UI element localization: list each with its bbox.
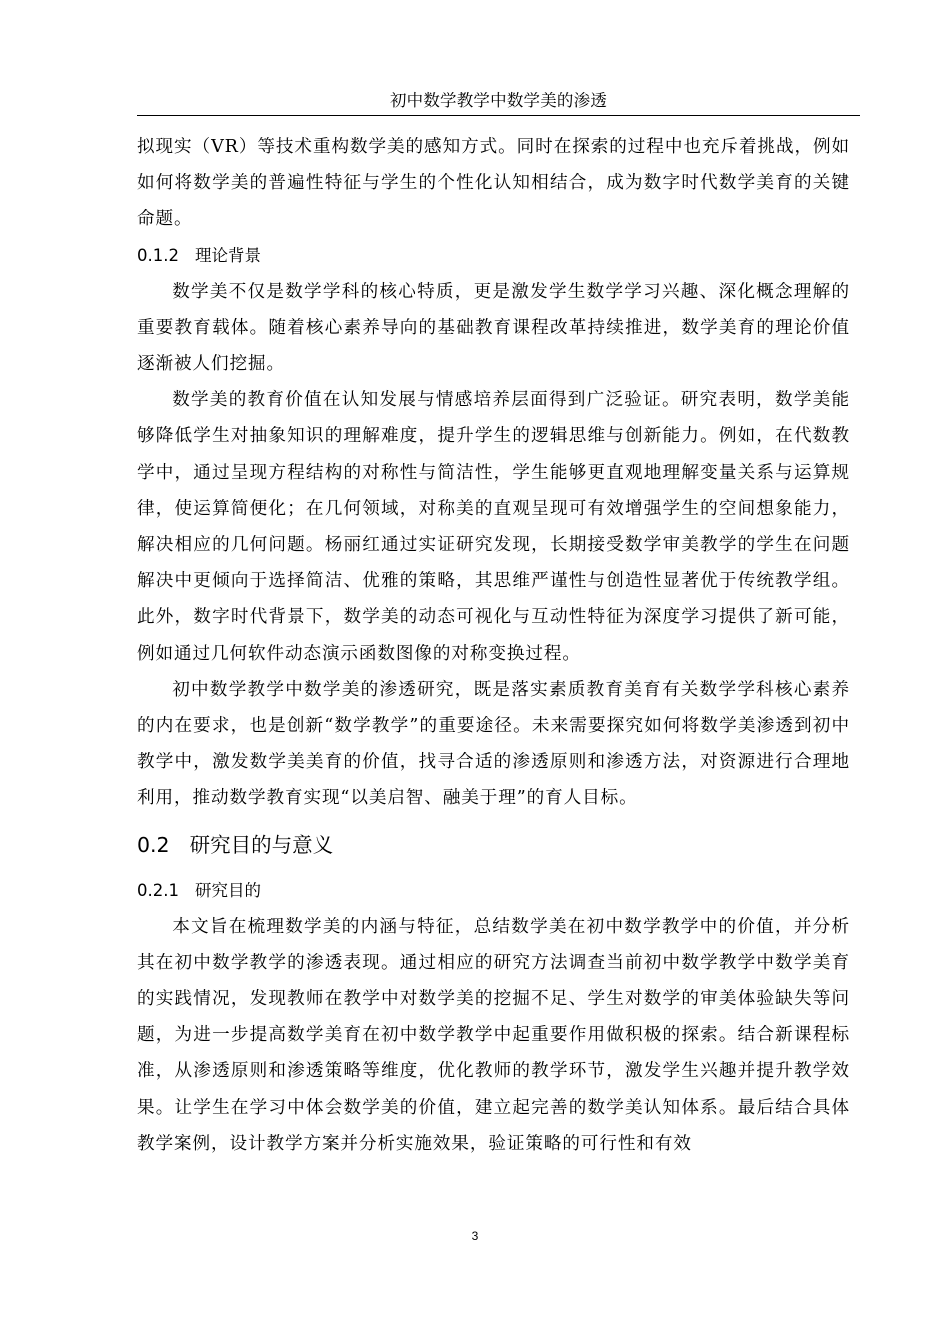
section-number: 0.2 xyxy=(137,832,170,857)
paragraph: 本文旨在梳理数学美的内涵与特征，总结数学美在初中数学教学中的价值，并分析其在初中数学教学的渗透表现。通过相应的研究方法调查当前初中数学教学中数学美育的实践情况，发现教师在教学中对数学美的挖掘不足、学生对数学的审美体验缺失等问题，为进一步提高数学美育在初中数学教学中起重要作用做积极的探索。结合新课程标准，从渗透原则和渗透策略等维度，优化教师的教学环节，激发学生兴趣并提升教学效果。让学生在学习中体会数学美的价值，建立起完善的数学美认知体系。最后结合具体教学案例，设计教学方案并分析实施效果，验证策略的可行性和有效 xyxy=(137,916,850,1154)
section-number: 0.1.2 xyxy=(137,245,179,265)
section-number: 0.2.1 xyxy=(137,880,179,900)
page-number: 3 xyxy=(471,1229,479,1243)
header-rule xyxy=(137,115,860,116)
paragraph-continuation: 拟现实（VR）等技术重构数学美的感知方式。同时在探索的过程中也充斥着挑战，例如如何将数学美的普遍性特征与学生的个性化认知相结合，成为数字时代数学美育的关键命题。 xyxy=(137,137,850,230)
section-title: 理论背景 xyxy=(194,245,261,265)
section-heading-0-2-1 xyxy=(137,873,850,909)
section-heading-0-1-2 xyxy=(137,238,850,274)
body-text xyxy=(137,129,850,1162)
paragraph: 数学美的教育价值在认知发展与情感培养层面得到广泛验证。研究表明，数学美能够降低学生对抽象知识的理解难度，提升学生的逻辑思维与创新能力。例如，在代数教学中，通过呈现方程结构的对称性与简洁性，学生能够更直观地理解变量关系与运算规律，使运算简便化；在几何领域，对称美的直观呈现可有效增强学生的空间想象能力，解决相应的几何问题。杨丽红通过实证研究发现，长期接受数学审美教学的学生在问题解决中更倾向于选择简洁、优雅的策略，其思维严谨性与创造性显著优于传统教学组。此外，数字时代背景下，数学美的动态可视化与互动性特征为深度学习提供了新可能，例如通过几何软件动态演示函数图像的对称变换过程。 xyxy=(137,390,850,664)
section-title: 研究目的 xyxy=(194,880,261,900)
paragraph: 初中数学教学中数学美的渗透研究，既是落实素质教育美育有关数学学科核心素养的内在要求，也是创新“数学教学”的重要途径。未来需要探究如何将数学美渗透到初中教学中，激发数学美美育的价值，找寻合适的渗透原则和渗透方法，对资源进行合理地利用，推动数学教育实现“以美启智、融美于理”的育人目标。 xyxy=(137,679,850,809)
paragraph: 数学美不仅是数学学科的核心特质，更是激发学生数学学习兴趣、深化概念理解的重要教育载体。随着核心素养导向的基础教育课程改革持续推进，数学美育的理论价值逐渐被人们挖掘。 xyxy=(137,281,850,375)
running-header: 初中数学教学中数学美的渗透 xyxy=(389,91,608,110)
section-heading-0-2 xyxy=(137,825,850,865)
section-title: 研究目的与意义 xyxy=(189,832,334,857)
